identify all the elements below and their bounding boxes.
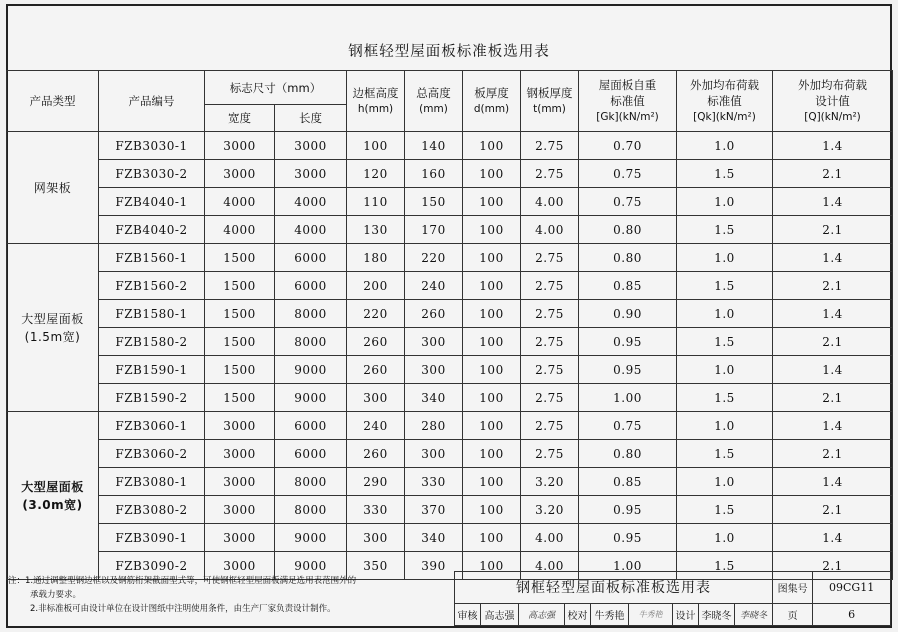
table-cell: 4.00: [521, 552, 579, 580]
table-cell: 2.1: [773, 328, 893, 356]
table-cell: 1.4: [773, 132, 893, 160]
table-cell: 2.1: [773, 272, 893, 300]
atlas-number-label: 图集号: [773, 572, 813, 604]
table-cell: 350: [347, 552, 405, 580]
table-cell: 2.75: [521, 160, 579, 188]
table-cell: 2.75: [521, 384, 579, 412]
product-code-cell: FZB3090-1: [99, 524, 205, 552]
table-cell: 3.20: [521, 468, 579, 496]
table-body: [7, 132, 893, 580]
designer-name: 李晓冬: [699, 603, 735, 625]
table-cell: 100: [463, 496, 521, 524]
table-cell: 1500: [205, 356, 275, 384]
table-cell: 2.75: [521, 440, 579, 468]
table-cell: 370: [405, 496, 463, 524]
table-row: [7, 300, 893, 328]
table-cell: 6000: [275, 412, 347, 440]
table-row: [7, 524, 893, 552]
group-label-line2: (3.0m宽): [22, 497, 83, 512]
review-label: 审核: [455, 603, 481, 625]
page-number: 6: [813, 603, 891, 625]
table-cell: 1.0: [677, 356, 773, 384]
table-cell: 8000: [275, 328, 347, 356]
table-cell: 1.0: [677, 412, 773, 440]
table-cell: 0.75: [579, 160, 677, 188]
table-cell: 1.4: [773, 356, 893, 384]
product-code-cell: FZB1560-2: [99, 272, 205, 300]
checker-name: 牛秀艳: [591, 603, 629, 625]
table-cell: 0.90: [579, 300, 677, 328]
notes: [8, 574, 448, 616]
table-cell: 300: [405, 356, 463, 384]
table-cell: 0.80: [579, 440, 677, 468]
designer-signature: 李晓冬: [735, 603, 773, 625]
product-code-cell: FZB1580-1: [99, 300, 205, 328]
table-cell: 300: [405, 440, 463, 468]
table-cell: 340: [405, 384, 463, 412]
table-cell: 1.4: [773, 188, 893, 216]
table-cell: 1.0: [677, 524, 773, 552]
group-label-line1: 大型屋面板: [21, 479, 84, 494]
table-cell: 100: [347, 132, 405, 160]
table-cell: 2.1: [773, 496, 893, 524]
checker-signature: 牛秀艳: [629, 603, 673, 625]
product-code-cell: FZB3030-1: [99, 132, 205, 160]
table-cell: 4.00: [521, 524, 579, 552]
table-cell: 3000: [205, 524, 275, 552]
group-label-line1: 网架板: [33, 180, 72, 195]
table-row: [7, 328, 893, 356]
header-frame-height-label: 边框高度: [352, 86, 399, 100]
table-cell: 260: [347, 356, 405, 384]
header-load-design-l1: 外加均布荷载: [798, 78, 867, 92]
table-cell: 2.1: [773, 160, 893, 188]
table-cell: 180: [347, 244, 405, 272]
table-cell: 1.0: [677, 188, 773, 216]
table-cell: 4000: [205, 216, 275, 244]
table-cell: 0.70: [579, 132, 677, 160]
table-title: 钢框轻型屋面板标准板选用表: [348, 44, 550, 60]
header-load-design: [773, 71, 893, 132]
table-cell: 9000: [275, 524, 347, 552]
table-cell: 240: [347, 412, 405, 440]
header-total-height: [405, 71, 463, 132]
table-cell: 3000: [275, 160, 347, 188]
table-cell: 0.75: [579, 412, 677, 440]
header-nominal-size: 标志尺寸（mm）: [205, 71, 347, 105]
table-cell: 3000: [205, 496, 275, 524]
title-block-title: 钢框轻型屋面板标准板选用表: [455, 572, 773, 604]
table-cell: 0.80: [579, 244, 677, 272]
group-label: [7, 244, 99, 412]
table-cell: 220: [405, 244, 463, 272]
product-code-cell: FZB3060-1: [99, 412, 205, 440]
table-cell: 100: [463, 132, 521, 160]
table-row: [7, 188, 893, 216]
table-cell: 9000: [275, 356, 347, 384]
table-cell: 9000: [275, 552, 347, 580]
table-cell: 0.80: [579, 216, 677, 244]
table-cell: 3000: [205, 552, 275, 580]
table-cell: 4.00: [521, 188, 579, 216]
header-load-standard-l3: [Qk](kN/m²): [693, 111, 756, 123]
table-row: [7, 496, 893, 524]
table-cell: 0.85: [579, 468, 677, 496]
table-cell: 100: [463, 328, 521, 356]
table-cell: 240: [405, 272, 463, 300]
table-cell: 140: [405, 132, 463, 160]
table-cell: 1.5: [677, 328, 773, 356]
note-1-continued: 承载力要求。: [30, 590, 82, 600]
table-cell: 100: [463, 552, 521, 580]
table-cell: 100: [463, 300, 521, 328]
product-code-cell: FZB1560-1: [99, 244, 205, 272]
product-code-cell: FZB3080-1: [99, 468, 205, 496]
table-cell: 0.95: [579, 496, 677, 524]
product-code-cell: FZB1580-2: [99, 328, 205, 356]
table-cell: 1.5: [677, 552, 773, 580]
product-code-cell: FZB3090-2: [99, 552, 205, 580]
table-cell: 3.20: [521, 496, 579, 524]
table-cell: 200: [347, 272, 405, 300]
header-frame-height: [347, 71, 405, 132]
table-cell: 2.75: [521, 244, 579, 272]
table-cell: 100: [463, 160, 521, 188]
table-cell: 4000: [275, 188, 347, 216]
table-cell: 4.00: [521, 216, 579, 244]
product-code-cell: FZB4040-2: [99, 216, 205, 244]
header-self-weight-l1: 屋面板自重: [598, 78, 657, 92]
table-cell: 1500: [205, 384, 275, 412]
table-cell: 340: [405, 524, 463, 552]
product-code-cell: FZB3060-2: [99, 440, 205, 468]
table-cell: 4000: [275, 216, 347, 244]
table-cell: 300: [405, 328, 463, 356]
table-cell: 1.00: [579, 552, 677, 580]
table-cell: 1.0: [677, 468, 773, 496]
note-2: 2.非标准板可由设计单位在设计图纸中注明使用条件，由生产厂家负责设计制作。: [30, 604, 336, 614]
table-cell: 6000: [275, 272, 347, 300]
table-cell: 330: [347, 496, 405, 524]
table-cell: 0.75: [579, 188, 677, 216]
table-cell: 2.1: [773, 552, 893, 580]
table-cell: 2.75: [521, 356, 579, 384]
table-cell: 220: [347, 300, 405, 328]
table-cell: 290: [347, 468, 405, 496]
table-cell: 0.85: [579, 272, 677, 300]
header-load-standard-l2: 标准值: [707, 94, 742, 108]
table-cell: 100: [463, 412, 521, 440]
table-cell: 280: [405, 412, 463, 440]
table-cell: 1.00: [579, 384, 677, 412]
table-cell: 1.0: [677, 300, 773, 328]
table-cell: 1500: [205, 300, 275, 328]
table-cell: 8000: [275, 300, 347, 328]
table-cell: 160: [405, 160, 463, 188]
table-cell: 390: [405, 552, 463, 580]
table-cell: 100: [463, 356, 521, 384]
reviewer-signature: 高志强: [519, 603, 565, 625]
table-cell: 3000: [205, 132, 275, 160]
table-cell: 1.5: [677, 272, 773, 300]
table-cell: 8000: [275, 496, 347, 524]
table-cell: 150: [405, 188, 463, 216]
table-cell: 100: [463, 244, 521, 272]
table-cell: 2.75: [521, 328, 579, 356]
header-product-type: 产品类型: [7, 71, 99, 132]
table-cell: 2.75: [521, 272, 579, 300]
table-row: [7, 440, 893, 468]
header-self-weight-l2: 标准值: [610, 94, 645, 108]
product-code-cell: FZB4040-1: [99, 188, 205, 216]
table-cell: 100: [463, 384, 521, 412]
table-cell: 0.95: [579, 356, 677, 384]
table-cell: 1.5: [677, 216, 773, 244]
table-cell: 0.95: [579, 524, 677, 552]
table-cell: 3000: [205, 160, 275, 188]
check-label: 校对: [565, 603, 591, 625]
table-row: [7, 384, 893, 412]
table-cell: 2.75: [521, 132, 579, 160]
table-cell: 100: [463, 468, 521, 496]
table-cell: 260: [347, 328, 405, 356]
header-load-design-l3: [Q](kN/m²): [804, 111, 861, 123]
table-row: [7, 216, 893, 244]
header-product-code: 产品编号: [99, 71, 205, 132]
header-plate-thickness: [463, 71, 521, 132]
table-cell: 6000: [275, 244, 347, 272]
table-cell: 3000: [205, 468, 275, 496]
table-cell: 1.4: [773, 524, 893, 552]
table-cell: 100: [463, 188, 521, 216]
table-cell: 170: [405, 216, 463, 244]
header-frame-height-unit: h(mm): [357, 103, 394, 115]
header-width: 宽度: [205, 105, 275, 132]
table-cell: 260: [347, 440, 405, 468]
table-cell: 100: [463, 440, 521, 468]
table-cell: 2.1: [773, 384, 893, 412]
header-load-standard: [677, 71, 773, 132]
header-plate-thickness-unit: d(mm): [473, 103, 510, 115]
table-cell: 1.5: [677, 384, 773, 412]
table-cell: 0.95: [579, 328, 677, 356]
header-self-weight-l3: [Gk](kN/m²): [596, 111, 659, 123]
table-cell: 1.0: [677, 244, 773, 272]
table-cell: 1500: [205, 272, 275, 300]
table-cell: 1.5: [677, 496, 773, 524]
table-row: [7, 132, 893, 160]
table-cell: 4000: [205, 188, 275, 216]
atlas-number: 09CG11: [813, 572, 891, 604]
page-label: 页: [773, 603, 813, 625]
table-cell: 1.5: [677, 440, 773, 468]
table-cell: 2.75: [521, 412, 579, 440]
table-cell: 130: [347, 216, 405, 244]
table-cell: 1500: [205, 244, 275, 272]
table-row: [7, 272, 893, 300]
group-label: [7, 412, 99, 580]
table-row: [7, 160, 893, 188]
table-cell: 1.5: [677, 160, 773, 188]
table-cell: 330: [405, 468, 463, 496]
table-cell: 100: [463, 524, 521, 552]
design-label: 设计: [673, 603, 699, 625]
selection-table: [6, 70, 893, 580]
title-block: [454, 571, 891, 626]
product-code-cell: FZB3030-2: [99, 160, 205, 188]
table-cell: 120: [347, 160, 405, 188]
header-length: 长度: [275, 105, 347, 132]
table-cell: 8000: [275, 468, 347, 496]
header-load-standard-l1: 外加均布荷载: [690, 78, 759, 92]
product-code-cell: FZB3080-2: [99, 496, 205, 524]
table-cell: 6000: [275, 440, 347, 468]
table-row: [7, 412, 893, 440]
header-steel-thickness-unit: t(mm): [533, 103, 566, 115]
table-cell: 100: [463, 216, 521, 244]
table-cell: 2.1: [773, 216, 893, 244]
table-cell: 1.4: [773, 412, 893, 440]
product-code-cell: FZB1590-1: [99, 356, 205, 384]
header-steel-thickness-label: 钢板厚度: [526, 86, 573, 100]
table-cell: 1.4: [773, 244, 893, 272]
header-self-weight: [579, 71, 677, 132]
group-label-line1: 大型屋面板: [21, 311, 84, 326]
group-label-line2: (1.5m宽): [24, 329, 81, 344]
table-cell: 3000: [205, 440, 275, 468]
table-row: [7, 244, 893, 272]
table-cell: 110: [347, 188, 405, 216]
table-row: [7, 356, 893, 384]
table-cell: 2.1: [773, 440, 893, 468]
table-cell: 300: [347, 524, 405, 552]
table-cell: 260: [405, 300, 463, 328]
table-cell: 9000: [275, 384, 347, 412]
table-cell: 1.4: [773, 468, 893, 496]
header-total-height-unit: (mm): [419, 103, 448, 115]
table-cell: 300: [347, 384, 405, 412]
header-plate-thickness-label: 板厚度: [474, 86, 509, 100]
header-load-design-l2: 设计值: [815, 94, 850, 108]
table-cell: 1.0: [677, 132, 773, 160]
note-1: 注：1.通过调整型钢边框以及钢筋桁架截面型式等，可使钢框轻型屋面板满足选用表范围外的: [8, 576, 357, 586]
table-cell: 100: [463, 272, 521, 300]
header-total-height-label: 总高度: [416, 86, 451, 100]
reviewer-name: 高志强: [481, 603, 519, 625]
table-cell: 1.4: [773, 300, 893, 328]
table-cell: 1500: [205, 328, 275, 356]
product-code-cell: FZB1590-2: [99, 384, 205, 412]
header-steel-thickness: [521, 71, 579, 132]
table-cell: 3000: [205, 412, 275, 440]
table-cell: 3000: [275, 132, 347, 160]
group-label: [7, 132, 99, 244]
table-cell: 2.75: [521, 300, 579, 328]
table-row: [7, 468, 893, 496]
